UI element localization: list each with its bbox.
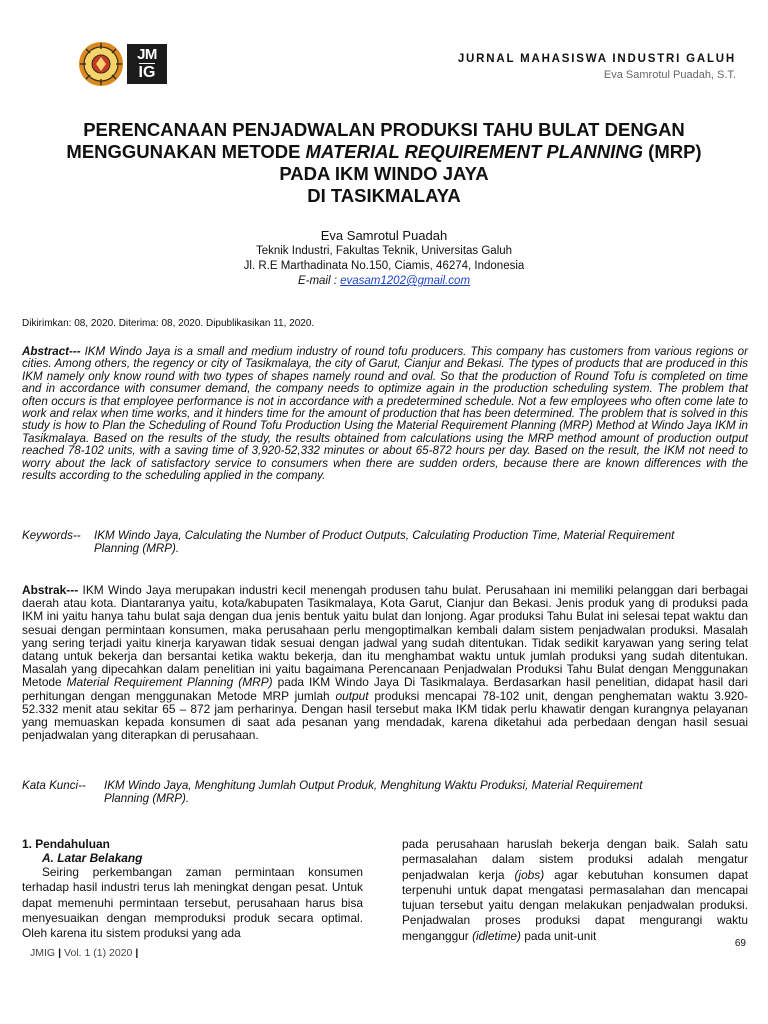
abstrak-text-2: pada IKM Windo Jaya Di Tasikmalaya. Berdasarkan hasil penelitian, didapat hasil dari perhitungan dengan menggunakan Metode MRP jumlah	[22, 675, 748, 703]
footer-divider: |	[58, 947, 62, 959]
university-seal-icon	[78, 41, 124, 87]
footer-divider-end: |	[135, 947, 139, 959]
title-line-3: PADA IKM WINDO JAYA	[279, 163, 489, 184]
author-block	[20, 228, 748, 289]
email-label: E-mail :	[297, 275, 341, 287]
submission-dates: Dikirimkan: 08, 2020. Diterima: 08, 2020. Dipublikasikan 11, 2020.	[22, 318, 315, 329]
abstract-label: Abstract---	[22, 345, 81, 358]
right-text-c: pada unit-unit	[520, 928, 597, 943]
abstract-english	[22, 346, 748, 482]
logo-text-top: JM	[137, 46, 157, 63]
kata-kunci-label: Kata Kunci--	[22, 779, 86, 792]
title-line-2-italic: MATERIAL REQUIREMENT PLANNING	[305, 141, 644, 162]
abstrak-text-1: IKM Windo Jaya merupakan industri kecil menengah produsen tahu bulat. Perusahaan ini memiliki pelanggan dari berbagai daerah atau kota. Diantaranya yaitu, kota/kabupaten Tasikmalaya, Kota Garut, Cianjur dan Bekasi. Jenis produk yang di produksi pada IKM ini yaitu hanya tahu bulat saja dengan dua jenis bentuk yaitu bulat dan lonjong. Agar produksi Tahu Bulat ini selesai tepat waktu dan sesuai dengan permintaan konsumen, maka perusahaan perlu mengoptimalkan kembali dalam sistem penjadwalan produksi. Masalah yang sering terjadi yaitu kinerja karyawan tidak sesuai dengan jadwal yang sudah ditentukan. Tidak sedikit karyawan yang sering telat datang untuk bekerja dan bersantai ketika waktu bekerja, dan itu menghambat waktu untuk jumlah produksi yang sudah ditentukan. Masalah yang dipecahkan dalam penelitian ini yaitu bagaimana Perencanaan Penjadwalan Produksi Tahu Bulat dengan Menggunakan Metode	[22, 583, 748, 690]
title-line-1: PERENCANAAN PENJADWALAN PRODUKSI TAHU BULAT DENGAN	[83, 119, 685, 140]
section-heading: 1. Pendahuluan	[22, 837, 110, 851]
journal-logo	[78, 41, 174, 87]
author-name: Eva Samrotul Puadah	[320, 228, 448, 243]
keywords-label: Keywords--	[22, 529, 81, 542]
title-line-4: DI TASIKMALAYA	[307, 185, 461, 206]
body-right-column	[402, 837, 748, 944]
title-line-2	[20, 141, 748, 163]
abstrak-text-3: produksi mencapai 78-102 unit, dengan penghematan waktu 3.920-52.332 menit atau sekitar 65 – 872 jam perharinya. Dengan hasil tersebut maka IKM tidak perlu khawatir dengan kurangnya pelayanan yang memuaskan kepada konsumen di saat ada pesanan yang mendadak, karena diketahui ada perbedaan dengan hasil sesuai penjadwalan yang diterapkan di perusahaan.	[22, 688, 748, 743]
keywords-line-2: Planning (MRP).	[94, 542, 180, 555]
subsection-heading: A. Latar Belakang	[42, 851, 143, 865]
address: Jl. R.E Marthadinata No.150, Ciamis, 46274, Indonesia	[243, 260, 525, 272]
footer-journal-abbr: JMIG	[30, 947, 56, 959]
logo-text-bottom: IG	[138, 64, 156, 81]
jmig-badge	[127, 44, 167, 84]
title-line-2-a: MENGGUNAKAN METODE	[66, 141, 306, 162]
email-line	[20, 274, 748, 289]
kata-kunci-line-1: IKM Windo Jaya, Menghitung Jumlah Output Produk, Menghitung Waktu Produksi, Material Requirement	[104, 779, 643, 792]
right-text-b: agar kebutuhan konsumen dapat terpenuhi untuk dapat mengatasi permasalahan dan mencapai tujuan tersebut yaitu dengan melakukan penjadwalan produksi. Penjadwalan proses produksi dapat mengurangi waktu menganggur	[402, 867, 748, 943]
paper-title	[20, 119, 748, 207]
kata-kunci-line-2: Planning (MRP).	[104, 792, 190, 805]
kata-kunci	[22, 779, 748, 805]
journal-name: JURNAL MAHASISWA INDUSTRI GALUH	[457, 53, 736, 65]
page-number: 69	[734, 938, 746, 949]
abstract-indonesian	[22, 584, 748, 742]
abstract-text: IKM Windo Jaya is a small and medium industry of round tofu producers. This company has customers from various regions or cities. Among others, the regency or city of Tasikmalaya, the city of Garut, Cianjur and Bekasi. The types of products that are produced in this IKM namely only know round with two types of shapes namely round and oval. So that the production of Round Tofu is completed on time and in accordance with consumer demand, the company needs to optimize again in the production scheduling system. The problem that often occurs is that employee performance is not in accordance with a predetermined schedule. Not a few employees who often come late to work and relax when time works, and it hinders time for the amount of production that has been determined. The problem that is solved in this study is how to Plan the Scheduling of Round Tofu Production Using the Material Requirement Planning (MRP) Method at Windo Jaya IKM in Tasikmalaya. Based on the results of the study, the results obtained from calculations using the MRP method amount of production output reached 78-102 units, with a saving time of 3,920-52,332 minutes or about 65-872 hours per day. Based on the result, the IKM not need to worry about the lack of satisfactory service to consumers when there are sudden orders, because there are known differences with the results according to the scheduling applied in the company.	[22, 345, 748, 483]
abstrak-italic-2: output	[335, 688, 369, 703]
affiliation: Teknik Industri, Fakultas Teknik, Universitas Galuh	[255, 245, 513, 257]
footer-volume: Vol. 1 (1) 2020	[64, 947, 133, 959]
intro-paragraph-left: Seiring perkembangan zaman permintaan konsumen terhadap hasil industri terus lah meningkat dengan pesat. Untuk dapat memenuhi permintaan tersebut, perusahaan harus bisa menyesuaikan dengan memproduksi produk secara optimal. Oleh karena itu sistem produksi yang ada	[22, 865, 363, 941]
keywords	[22, 529, 748, 555]
right-text-a: pada perusahaan haruslah bekerja dengan baik. Salah satu permasalahan dalam sistem produksi adalah mengatur penjadwalan kerja	[402, 837, 748, 882]
title-line-2-b: (MRP)	[643, 141, 702, 162]
email-link[interactable]: evasam1202@gmail.com	[340, 275, 471, 287]
keywords-line-1: IKM Windo Jaya, Calculating the Number of Product Outputs, Calculating Production Time, Material Requirement	[94, 529, 675, 542]
abstrak-italic-1: Material Requirement Planning (MRP)	[66, 675, 273, 690]
right-italic-1: (jobs)	[514, 867, 545, 882]
running-author: Eva Samrotul Puadah, S.T.	[603, 69, 736, 81]
body-left-column	[22, 837, 363, 941]
footer	[30, 947, 141, 959]
abstrak-label: Abstrak---	[22, 583, 79, 597]
right-italic-2: (idletime)	[472, 928, 521, 943]
